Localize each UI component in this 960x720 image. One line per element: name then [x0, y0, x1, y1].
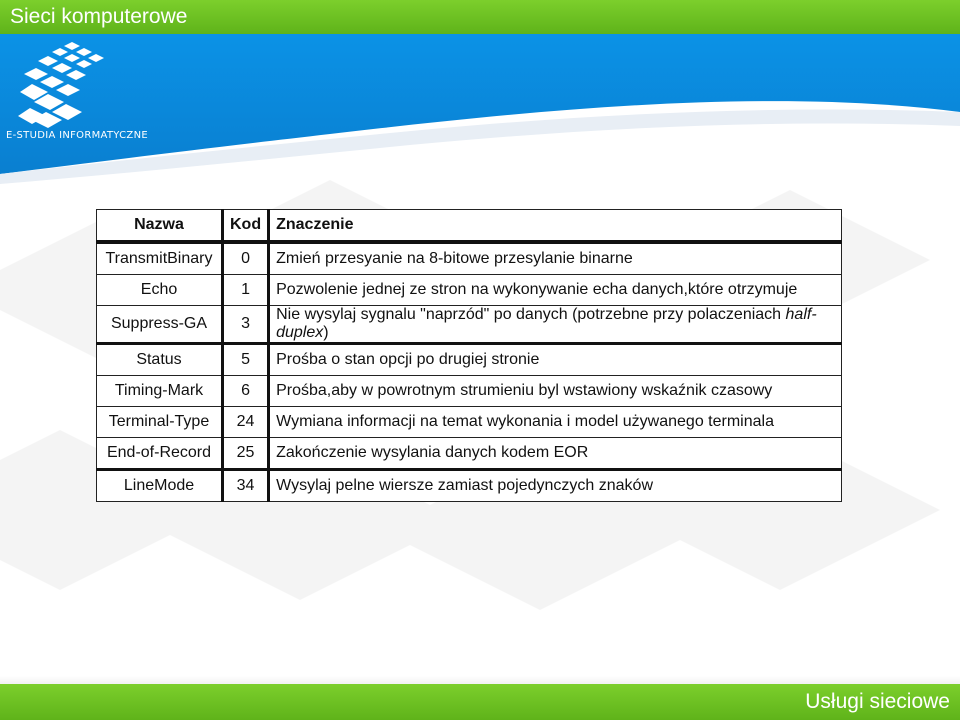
- table-row: [97, 242, 842, 275]
- option-code: 3: [223, 306, 269, 344]
- option-description: Zmień przesyanie na 8-bitowe przesylanie binarne: [269, 242, 842, 275]
- table-row: [97, 275, 842, 306]
- option-code: 6: [223, 376, 269, 407]
- telnet-options-table: [96, 209, 842, 502]
- bottom-bar: [0, 684, 960, 720]
- description-text-end: ): [323, 324, 329, 341]
- option-code: 5: [223, 344, 269, 376]
- e-studia-logo: [14, 38, 124, 130]
- option-description: Wymiana informacji na temat wykonania i model używanego terminala: [269, 407, 842, 438]
- description-emphasis: half-duplex: [276, 306, 817, 341]
- table-row: [97, 438, 842, 470]
- header-name: Nazwa: [97, 210, 223, 243]
- option-name: Suppress-GA: [97, 306, 223, 344]
- header-band: [0, 34, 960, 184]
- option-description: Zakończenie wysylania danych kodem EOR: [269, 438, 842, 470]
- bottom-divider: [0, 676, 960, 684]
- description-text: Nie wysylaj sygnalu "naprzód" po danych (potrzebne przy polaczeniach: [276, 306, 786, 323]
- option-name: Timing-Mark: [97, 376, 223, 407]
- table-row: [97, 407, 842, 438]
- option-description: Prośba,aby w powrotnym strumieniu byl wstawiony wskaźnik czasowy: [269, 376, 842, 407]
- option-code: 24: [223, 407, 269, 438]
- option-code: 34: [223, 470, 269, 502]
- course-title: Sieci komputerowe: [10, 5, 188, 28]
- header-description: Znaczenie: [269, 210, 842, 243]
- table-header-row: [97, 210, 842, 243]
- option-name: TransmitBinary: [97, 242, 223, 275]
- option-name: End-of-Record: [97, 438, 223, 470]
- top-bar: [0, 0, 960, 34]
- option-description: Pozwolenie jednej ze stron na wykonywanie echa danych,które otrzymuje: [269, 275, 842, 306]
- section-title: Usługi sieciowe: [805, 690, 950, 713]
- option-description: [269, 306, 842, 344]
- option-name: Terminal-Type: [97, 407, 223, 438]
- option-name: Status: [97, 344, 223, 376]
- logo-text: E-STUDIA INFORMATYCZNE: [6, 130, 148, 141]
- option-description: Prośba o stan opcji po drugiej stronie: [269, 344, 842, 376]
- header-code: Kod: [223, 210, 269, 243]
- content-area: [96, 209, 842, 502]
- table-row: [97, 306, 842, 344]
- option-name: Echo: [97, 275, 223, 306]
- option-code: 25: [223, 438, 269, 470]
- table-row: [97, 376, 842, 407]
- table-row: [97, 344, 842, 376]
- table-row: [97, 470, 842, 502]
- option-code: 0: [223, 242, 269, 275]
- option-description: Wysylaj pelne wiersze zamiast pojedynczych znaków: [269, 470, 842, 502]
- option-code: 1: [223, 275, 269, 306]
- option-name: LineMode: [97, 470, 223, 502]
